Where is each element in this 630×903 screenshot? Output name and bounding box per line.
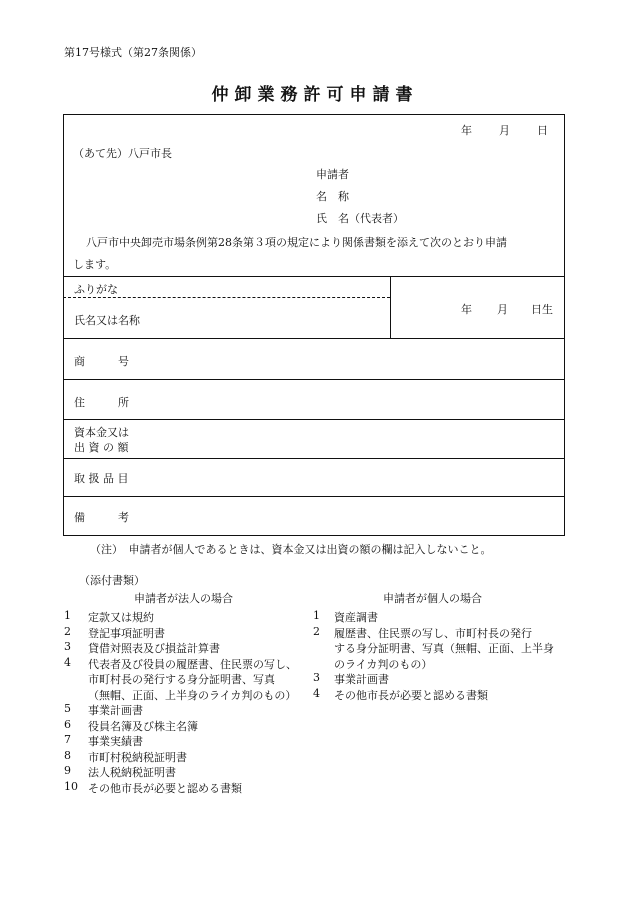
date-day: 日 bbox=[537, 124, 548, 137]
list-item-number: 1 bbox=[64, 609, 71, 622]
list-item: 定款又は規約 bbox=[88, 611, 154, 624]
birth-year: 年 bbox=[461, 303, 472, 316]
form-number: 第17号様式（第27条関係） bbox=[64, 46, 202, 59]
statement-line-2: します。 bbox=[73, 258, 117, 271]
addressee: （あて先）八戸市長 bbox=[73, 147, 172, 160]
representative-label: 氏 名（代表者） bbox=[316, 212, 404, 225]
list-item-number: 1 bbox=[313, 609, 320, 622]
list-item: する身分証明書、写真（無帽、正面、上半身 bbox=[334, 642, 554, 655]
attachments-heading: （添付書類） bbox=[79, 574, 145, 587]
list-item: 履歴書、住民票の写し、市町村長の発行 bbox=[334, 626, 532, 640]
individual-heading: 申請者が個人の場合 bbox=[383, 592, 482, 605]
list-item: のライカ判のもの） bbox=[334, 657, 433, 671]
list-item-number: 3 bbox=[64, 640, 71, 653]
list-item-number: 7 bbox=[64, 733, 71, 746]
capital-label-1: 資本金又は bbox=[74, 426, 129, 439]
page-title: 仲卸業務許可申請書 bbox=[211, 85, 419, 105]
list-item: その他市長が必要と認める書類 bbox=[88, 781, 242, 795]
list-item: 市町村長の発行する身分証明書、写真 bbox=[88, 673, 275, 686]
furigana-label: ふりがな bbox=[74, 283, 118, 296]
list-item-number: 6 bbox=[64, 717, 71, 731]
list-item: 事業計画書 bbox=[334, 673, 389, 686]
list-item-number: 4 bbox=[64, 655, 71, 669]
birth-column-divider bbox=[390, 276, 391, 338]
row-divider bbox=[63, 419, 565, 420]
list-item-number: 5 bbox=[64, 702, 71, 715]
row-divider bbox=[63, 276, 565, 277]
statement-line-1: 八戸市中央卸売市場条例第28条第３項の規定により関係書類を添えて次のとおり申請 bbox=[86, 236, 507, 249]
date-year: 年 bbox=[461, 124, 472, 137]
list-item: 資産調書 bbox=[334, 611, 378, 624]
list-item-number: 3 bbox=[313, 671, 320, 684]
list-item: 事業実績書 bbox=[88, 735, 143, 748]
applicant-label: 申請者 bbox=[316, 168, 349, 181]
list-item-number: 8 bbox=[64, 748, 71, 762]
birth-day: 日生 bbox=[531, 303, 553, 316]
corporate-heading: 申請者が法人の場合 bbox=[134, 592, 233, 605]
list-item-number: 10 bbox=[64, 779, 78, 793]
list-item-number: 4 bbox=[313, 686, 320, 700]
row-divider bbox=[63, 379, 565, 380]
list-item: 市町村税納税証明書 bbox=[88, 750, 187, 764]
name-or-title-label: 氏名又は名称 bbox=[74, 314, 140, 327]
trade-name-label: 商 号 bbox=[74, 355, 129, 368]
list-item: 貸借対照表及び損益計算書 bbox=[88, 642, 220, 655]
row-divider bbox=[63, 496, 565, 497]
list-item: （無帽、正面、上半身のライカ判のもの） bbox=[88, 688, 297, 702]
list-item: その他市長が必要と認める書類 bbox=[334, 688, 488, 702]
list-item: 登記事項証明書 bbox=[88, 626, 165, 640]
list-item: 事業計画書 bbox=[88, 704, 143, 717]
row-divider bbox=[63, 338, 565, 339]
list-item: 法人税納税証明書 bbox=[88, 766, 176, 779]
capital-label-2: 出 資 の 額 bbox=[74, 441, 129, 454]
list-item-number: 2 bbox=[64, 624, 71, 638]
list-item-number: 9 bbox=[64, 764, 71, 777]
address-label: 住 所 bbox=[74, 396, 129, 409]
note: （注） 申請者が個人であるときは、資本金又は出資の額の欄は記入しないこと。 bbox=[90, 543, 492, 556]
list-item-number: 2 bbox=[313, 624, 320, 638]
date-month: 月 bbox=[499, 124, 510, 137]
furigana-divider bbox=[63, 297, 390, 298]
list-item: 代表者及び役員の履歴書、住民票の写し、 bbox=[88, 657, 297, 671]
birth-month: 月 bbox=[497, 303, 508, 316]
row-divider bbox=[63, 458, 565, 459]
corporate-name-label: 名 称 bbox=[316, 190, 349, 203]
remarks-label: 備 考 bbox=[74, 511, 129, 524]
items-handled-label: 取 扱 品 目 bbox=[74, 472, 129, 485]
list-item: 役員名簿及び株主名簿 bbox=[88, 719, 198, 733]
